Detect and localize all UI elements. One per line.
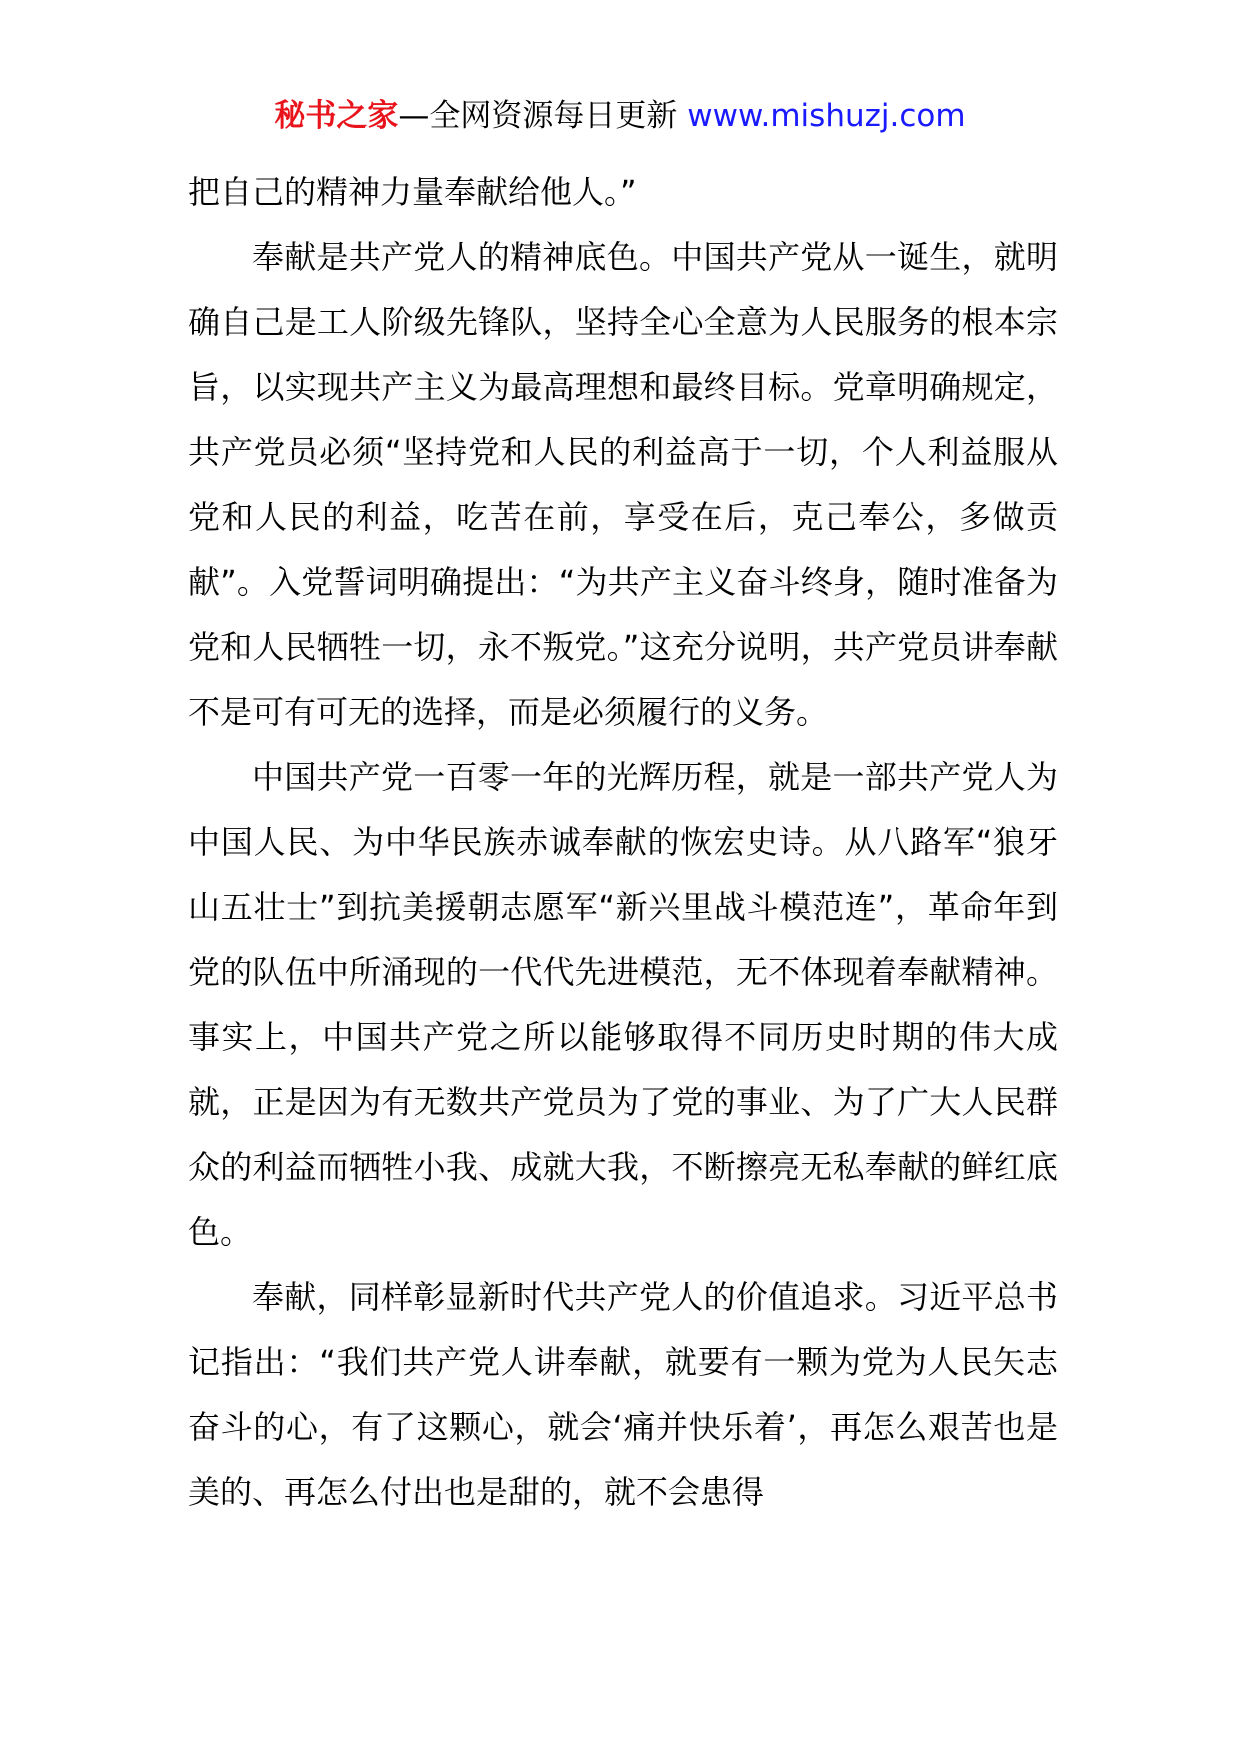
watermark-header — [0, 96, 1240, 136]
paragraph: 中国共产党一百零一年的光辉历程，就是一部共产党人为中国人民、为中华民族赤诚奉献的恢宏史诗。从八路军“狼牙山五壮士”到抗美援朝志愿军“新兴里战斗模范连”，革命年到党的队伍中所涌现的一代代先进模范，无不体现着奉献精神。事实上，中国共产党之所以能够取得不同历史时期的伟大成就，正是因为有无数共产党员为了党的事业、为了广大人民群众的利益而牺牲小我、成就大我，不断擦亮无私奉献的鲜红底色。 — [188, 758, 1058, 1251]
paragraph: 奉献是共产党人的精神底色。中国共产党从一诞生，就明确自己是工人阶级先锋队，坚持全心全意为人民服务的根本宗旨，以实现共产主义为最高理想和最终目标。党章明确规定，共产党员必须“坚持党和人民的利益高于一切，个人利益服从党和人民的利益，吃苦在前，享受在后，克己奉公，多做贡献”。入党誓词明确提出：“为共产主义奋斗终身，随时准备为党和人民牺牲一切，永不叛党。”这充分说明，共产党员讲奉献不是可有可无的选择，而是必须履行的义务。 — [188, 238, 1058, 731]
site-url: www.mishuzj.com — [687, 98, 966, 134]
header-tagline: —全网资源每日更新 — [398, 98, 688, 134]
document-body — [188, 160, 1058, 1525]
paragraph-continued: 把自己的精神力量奉献给他人。” — [188, 173, 637, 211]
paragraph: 奉献，同样彰显新时代共产党人的价值追求。习近平总书记指出：“我们共产党人讲奉献，就要有一颗为党为人民矢志奋斗的心，有了这颗心，就会‘痛并快乐着’，再怎么艰苦也是美的、再怎么付出也是甜的，就不会患得 — [188, 1278, 1058, 1511]
brand-name: 秘书之家 — [274, 98, 399, 134]
